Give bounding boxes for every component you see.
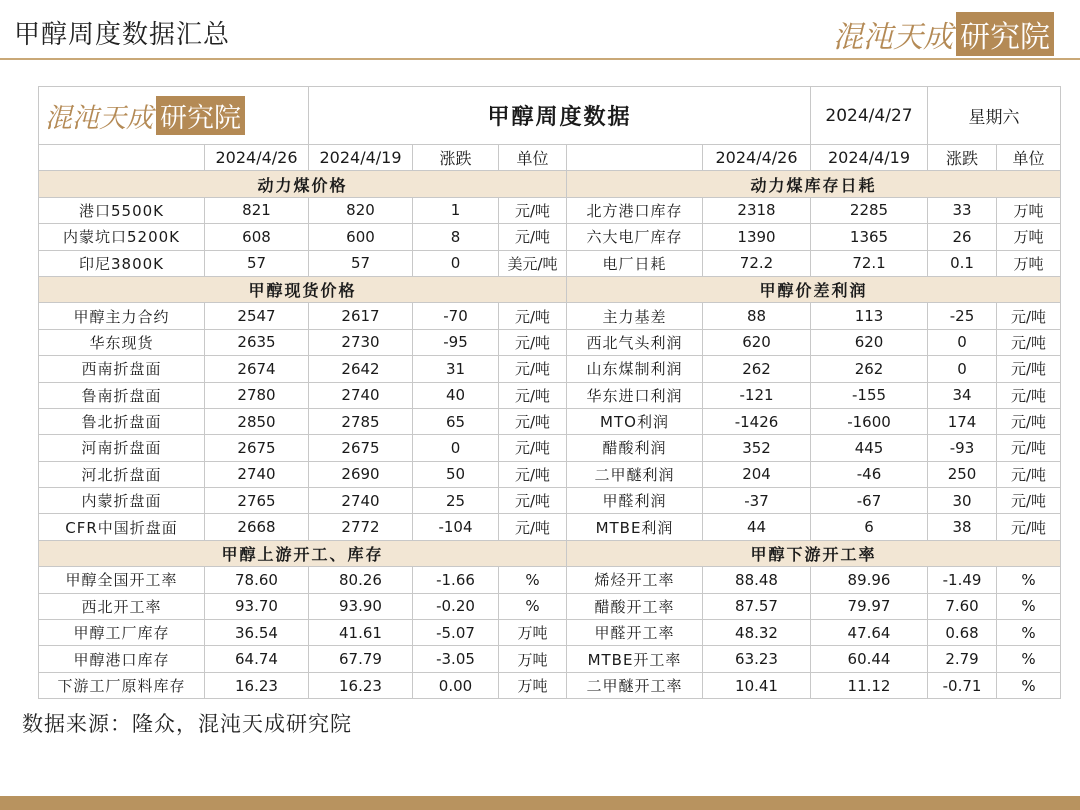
- cell-value: 7.60: [928, 593, 997, 619]
- col-header: 涨跌: [928, 145, 997, 171]
- table-row: [39, 567, 1061, 593]
- row-label: 鲁北折盘面: [39, 408, 205, 434]
- row-label: 印尼3800K: [39, 250, 205, 276]
- cell-value: 44: [703, 514, 811, 540]
- row-label: 甲醇港口库存: [39, 646, 205, 672]
- row-label: 西北开工率: [39, 593, 205, 619]
- section-title: 甲醇现货价格: [39, 276, 567, 302]
- table-title: 甲醇周度数据: [309, 87, 811, 145]
- table-row: [39, 224, 1061, 250]
- cell-value: 元/吨: [997, 461, 1061, 487]
- cell-value: 8: [413, 224, 499, 250]
- cell-value: 87.57: [703, 593, 811, 619]
- cell-value: 40: [413, 382, 499, 408]
- cell-value: 万吨: [499, 646, 567, 672]
- cell-value: -1.49: [928, 567, 997, 593]
- cell-value: 2740: [309, 488, 413, 514]
- cell-value: 0: [928, 329, 997, 355]
- cell-value: 30: [928, 488, 997, 514]
- cell-value: 元/吨: [997, 488, 1061, 514]
- cell-value: 67.79: [309, 646, 413, 672]
- section-title: 甲醇下游开工率: [567, 540, 1061, 566]
- cell-value: 元/吨: [499, 303, 567, 329]
- cell-value: -0.20: [413, 593, 499, 619]
- logo-part-a: 混沌天成: [833, 20, 953, 55]
- cell-value: 2642: [309, 356, 413, 382]
- col-header: 2024/4/26: [205, 145, 309, 171]
- table-row: [39, 620, 1061, 646]
- cell-value: 72.2: [703, 250, 811, 276]
- cell-value: 元/吨: [997, 382, 1061, 408]
- cell-value: 79.97: [811, 593, 928, 619]
- cell-value: 2635: [205, 329, 309, 355]
- cell-value: %: [997, 646, 1061, 672]
- cell-value: 26: [928, 224, 997, 250]
- cell-value: 2780: [205, 382, 309, 408]
- row-label: 甲醛利润: [567, 488, 703, 514]
- section-title: 甲醇价差利润: [567, 276, 1061, 302]
- cell-value: 608: [205, 224, 309, 250]
- table-row: [39, 488, 1061, 514]
- cell-value: %: [997, 672, 1061, 698]
- cell-value: 57: [205, 250, 309, 276]
- cell-value: 89.96: [811, 567, 928, 593]
- cell-value: 64.74: [205, 646, 309, 672]
- cell-value: 0: [413, 435, 499, 461]
- footer-bar: [0, 796, 1080, 810]
- cell-value: 2772: [309, 514, 413, 540]
- cell-value: 元/吨: [997, 435, 1061, 461]
- section-header-row: [39, 540, 1061, 566]
- cell-value: 16.23: [309, 672, 413, 698]
- cell-value: %: [997, 567, 1061, 593]
- col-header: 2024/4/26: [703, 145, 811, 171]
- cell-value: 元/吨: [499, 329, 567, 355]
- cell-value: 2674: [205, 356, 309, 382]
- cell-value: 57: [309, 250, 413, 276]
- section-title: 动力煤价格: [39, 171, 567, 197]
- cell-value: 0.1: [928, 250, 997, 276]
- row-label: MTBE利润: [567, 514, 703, 540]
- cell-value: %: [499, 567, 567, 593]
- cell-value: 2668: [205, 514, 309, 540]
- cell-value: 1365: [811, 224, 928, 250]
- row-label: CFR中国折盘面: [39, 514, 205, 540]
- cell-value: 352: [703, 435, 811, 461]
- cell-value: 262: [703, 356, 811, 382]
- cell-value: 元/吨: [499, 382, 567, 408]
- row-label: 河北折盘面: [39, 461, 205, 487]
- row-label: 北方港口库存: [567, 197, 703, 223]
- row-label: MTBE开工率: [567, 646, 703, 672]
- col-header: 2024/4/19: [811, 145, 928, 171]
- cell-value: 262: [811, 356, 928, 382]
- row-label: 鲁南折盘面: [39, 382, 205, 408]
- cell-value: 2.79: [928, 646, 997, 672]
- row-label: 内蒙坑口5200K: [39, 224, 205, 250]
- cell-value: 36.54: [205, 620, 309, 646]
- cell-value: 0: [413, 250, 499, 276]
- section-header-row: [39, 276, 1061, 302]
- cell-value: 93.90: [309, 593, 413, 619]
- cell-value: -104: [413, 514, 499, 540]
- table-logo: [45, 96, 308, 135]
- cell-value: 2675: [205, 435, 309, 461]
- table-row: [39, 382, 1061, 408]
- cell-value: 0.68: [928, 620, 997, 646]
- header-blank-left: [39, 145, 205, 171]
- cell-value: %: [997, 593, 1061, 619]
- cell-value: 万吨: [997, 224, 1061, 250]
- cell-value: %: [997, 620, 1061, 646]
- cell-value: 2617: [309, 303, 413, 329]
- cell-value: 元/吨: [499, 488, 567, 514]
- table-title-row: [39, 87, 1061, 145]
- cell-value: -95: [413, 329, 499, 355]
- table-logo-part-b: 研究院: [156, 96, 245, 135]
- cell-value: 204: [703, 461, 811, 487]
- cell-value: 万吨: [499, 620, 567, 646]
- table-row: [39, 435, 1061, 461]
- cell-value: 元/吨: [499, 197, 567, 223]
- cell-value: 元/吨: [997, 329, 1061, 355]
- header-blank-right: [567, 145, 703, 171]
- column-header-row: [39, 145, 1061, 171]
- cell-value: 2318: [703, 197, 811, 223]
- cell-value: 47.64: [811, 620, 928, 646]
- cell-value: 93.70: [205, 593, 309, 619]
- page-title: 甲醇周度数据汇总: [14, 20, 231, 50]
- row-label: 甲醇全国开工率: [39, 567, 205, 593]
- row-label: 二甲醚利润: [567, 461, 703, 487]
- cell-value: 50: [413, 461, 499, 487]
- cell-value: -25: [928, 303, 997, 329]
- cell-value: -121: [703, 382, 811, 408]
- cell-value: 万吨: [997, 250, 1061, 276]
- cell-value: 78.60: [205, 567, 309, 593]
- cell-value: 38: [928, 514, 997, 540]
- cell-value: -1600: [811, 408, 928, 434]
- cell-value: 万吨: [499, 672, 567, 698]
- cell-value: 600: [309, 224, 413, 250]
- cell-value: 48.32: [703, 620, 811, 646]
- row-label: 华东进口利润: [567, 382, 703, 408]
- cell-value: 元/吨: [499, 461, 567, 487]
- cell-value: 2765: [205, 488, 309, 514]
- row-label: 下游工厂原料库存: [39, 672, 205, 698]
- table-row: [39, 461, 1061, 487]
- cell-value: 80.26: [309, 567, 413, 593]
- col-header: 2024/4/19: [309, 145, 413, 171]
- col-header: 单位: [499, 145, 567, 171]
- cell-value: -1.66: [413, 567, 499, 593]
- brand-logo: [833, 12, 1054, 56]
- cell-value: -0.71: [928, 672, 997, 698]
- table-row: [39, 646, 1061, 672]
- cell-value: -3.05: [413, 646, 499, 672]
- cell-value: %: [499, 593, 567, 619]
- cell-value: 174: [928, 408, 997, 434]
- cell-value: -70: [413, 303, 499, 329]
- cell-value: 2547: [205, 303, 309, 329]
- row-label: 电厂日耗: [567, 250, 703, 276]
- table-row: [39, 303, 1061, 329]
- row-label: 西南折盘面: [39, 356, 205, 382]
- row-label: 六大电厂库存: [567, 224, 703, 250]
- cell-value: 1: [413, 197, 499, 223]
- row-label: 醋酸利润: [567, 435, 703, 461]
- row-label: 烯烃开工率: [567, 567, 703, 593]
- cell-value: 16.23: [205, 672, 309, 698]
- section-title: 甲醇上游开工、库存: [39, 540, 567, 566]
- cell-value: 2285: [811, 197, 928, 223]
- cell-value: -5.07: [413, 620, 499, 646]
- table-row: [39, 593, 1061, 619]
- cell-value: -155: [811, 382, 928, 408]
- logo-part-b: 研究院: [956, 12, 1054, 56]
- table-logo-part-a: 混沌天成: [45, 103, 153, 134]
- cell-value: 0: [928, 356, 997, 382]
- col-header: 涨跌: [413, 145, 499, 171]
- cell-value: 620: [811, 329, 928, 355]
- cell-value: 元/吨: [997, 356, 1061, 382]
- cell-value: -1426: [703, 408, 811, 434]
- cell-value: 2730: [309, 329, 413, 355]
- row-label: 甲醇主力合约: [39, 303, 205, 329]
- cell-value: 元/吨: [499, 356, 567, 382]
- cell-value: 41.61: [309, 620, 413, 646]
- row-label: 二甲醚开工率: [567, 672, 703, 698]
- table-row: [39, 514, 1061, 540]
- cell-value: 34: [928, 382, 997, 408]
- row-label: 华东现货: [39, 329, 205, 355]
- cell-value: 6: [811, 514, 928, 540]
- row-label: 山东煤制利润: [567, 356, 703, 382]
- row-label: 内蒙折盘面: [39, 488, 205, 514]
- cell-value: 445: [811, 435, 928, 461]
- cell-value: -93: [928, 435, 997, 461]
- cell-value: 88.48: [703, 567, 811, 593]
- cell-value: 31: [413, 356, 499, 382]
- table-row: [39, 408, 1061, 434]
- cell-value: 10.41: [703, 672, 811, 698]
- table-logo-cell: [39, 87, 309, 145]
- cell-value: 0.00: [413, 672, 499, 698]
- cell-value: -37: [703, 488, 811, 514]
- row-label: MTO利润: [567, 408, 703, 434]
- row-label: 醋酸开工率: [567, 593, 703, 619]
- cell-value: 63.23: [703, 646, 811, 672]
- cell-value: 元/吨: [997, 514, 1061, 540]
- cell-value: 250: [928, 461, 997, 487]
- cell-value: 11.12: [811, 672, 928, 698]
- methanol-weekly-table: [38, 86, 1061, 699]
- table-row: [39, 356, 1061, 382]
- table-row: [39, 329, 1061, 355]
- row-label: 河南折盘面: [39, 435, 205, 461]
- data-source: 数据来源：隆众，混沌天成研究院: [22, 712, 352, 736]
- table-row: [39, 672, 1061, 698]
- cell-value: 2850: [205, 408, 309, 434]
- col-header: 单位: [997, 145, 1061, 171]
- cell-value: 821: [205, 197, 309, 223]
- section-title: 动力煤库存日耗: [567, 171, 1061, 197]
- cell-value: 2740: [309, 382, 413, 408]
- cell-value: 元/吨: [499, 514, 567, 540]
- cell-value: 元/吨: [997, 408, 1061, 434]
- cell-value: 25: [413, 488, 499, 514]
- cell-value: 820: [309, 197, 413, 223]
- cell-value: 620: [703, 329, 811, 355]
- row-label: 西北气头利润: [567, 329, 703, 355]
- cell-value: 1390: [703, 224, 811, 250]
- cell-value: 元/吨: [997, 303, 1061, 329]
- cell-value: 65: [413, 408, 499, 434]
- cell-value: 万吨: [997, 197, 1061, 223]
- row-label: 港口5500K: [39, 197, 205, 223]
- row-label: 甲醇工厂库存: [39, 620, 205, 646]
- cell-value: 2690: [309, 461, 413, 487]
- table-row: [39, 197, 1061, 223]
- cell-value: -46: [811, 461, 928, 487]
- cell-value: 美元/吨: [499, 250, 567, 276]
- cell-value: 88: [703, 303, 811, 329]
- cell-value: 2785: [309, 408, 413, 434]
- report-weekday: 星期六: [928, 87, 1061, 145]
- table-row: [39, 250, 1061, 276]
- cell-value: 元/吨: [499, 408, 567, 434]
- cell-value: 72.1: [811, 250, 928, 276]
- cell-value: 元/吨: [499, 435, 567, 461]
- cell-value: 33: [928, 197, 997, 223]
- row-label: 甲醛开工率: [567, 620, 703, 646]
- header-rule: [0, 58, 1080, 60]
- cell-value: 113: [811, 303, 928, 329]
- cell-value: 2740: [205, 461, 309, 487]
- cell-value: 元/吨: [499, 224, 567, 250]
- cell-value: 60.44: [811, 646, 928, 672]
- cell-value: -67: [811, 488, 928, 514]
- section-header-row: [39, 171, 1061, 197]
- cell-value: 2675: [309, 435, 413, 461]
- report-date: 2024/4/27: [811, 87, 928, 145]
- row-label: 主力基差: [567, 303, 703, 329]
